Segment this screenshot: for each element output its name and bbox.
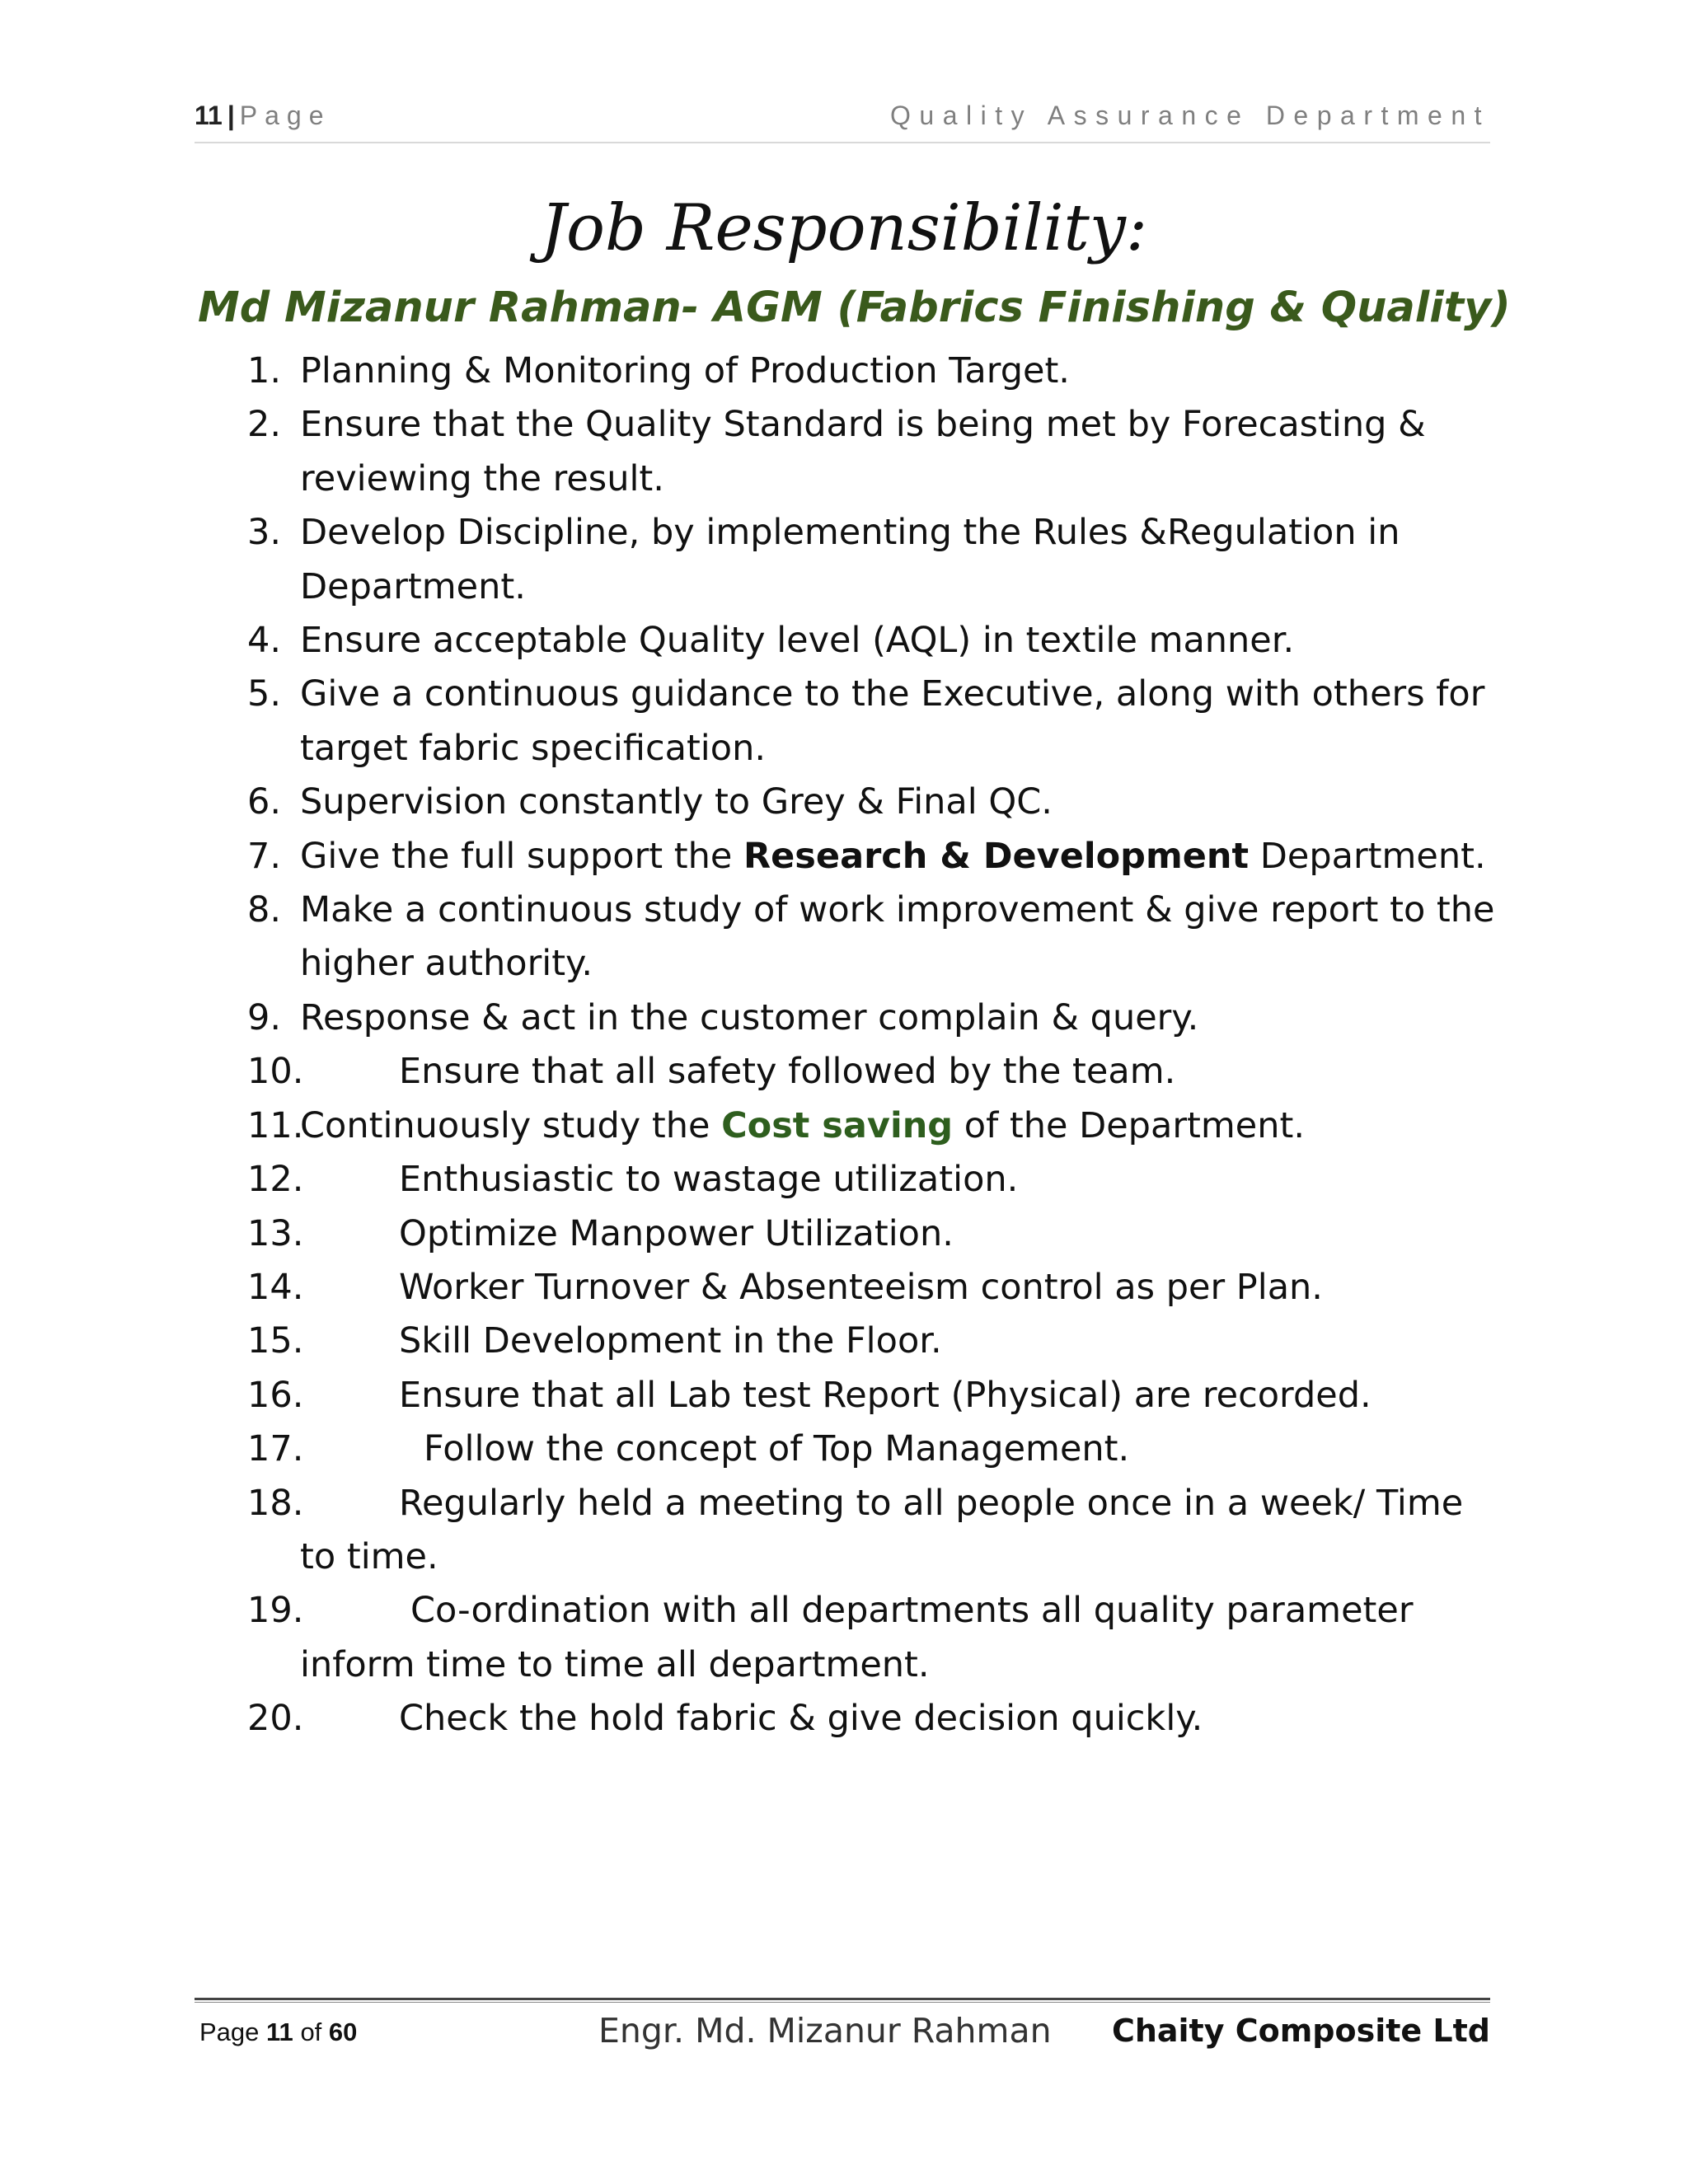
list-item [247, 668, 1500, 776]
item-number: 19. [247, 1590, 304, 1632]
item-number: 15. [247, 1320, 304, 1362]
footer-author: Engr. Md. Mizanur Rahman [598, 2011, 1052, 2050]
item-number: 13. [247, 1212, 304, 1254]
list-item [247, 1099, 1500, 1153]
item-text-pre: Continuously study the [300, 1104, 722, 1146]
header-separator: | [227, 101, 235, 130]
item-text-continued: to time. [300, 1535, 438, 1577]
item-text-post: Department. [1249, 835, 1486, 877]
item-number: 5. [247, 673, 282, 715]
list-item [247, 1369, 1500, 1422]
footer-divider-thin [195, 2002, 1490, 2003]
header-department: Quality Assurance Department [890, 101, 1490, 130]
footer-current-page: 11 [266, 2018, 293, 2046]
header-page-word: Page [239, 101, 331, 130]
item-number: 2. [247, 404, 282, 446]
item-number: 11. [247, 1104, 304, 1146]
header-page-num-value: 11 [195, 101, 223, 130]
item-text: Ensure acceptable Quality level (AQL) in textile manner. [300, 620, 1295, 662]
list-item [247, 883, 1500, 991]
responsibility-list [247, 344, 1500, 1746]
list-item [247, 1692, 1500, 1746]
item-number: 7. [247, 835, 282, 877]
item-number: 8. [247, 889, 282, 931]
item-number: 1. [247, 350, 282, 391]
item-number: 4. [247, 620, 282, 662]
item-number: 16. [247, 1374, 304, 1416]
footer-total-pages: 60 [328, 2018, 358, 2046]
item-text: Co-ordination with all departments all quality parameter [410, 1590, 1414, 1632]
list-item [247, 1315, 1500, 1368]
item-number: 14. [247, 1266, 304, 1308]
footer-of-label: of [300, 2018, 322, 2046]
item-text: Regularly held a meeting to all people once in a week/ Time [399, 1482, 1464, 1524]
list-item [247, 1207, 1500, 1261]
item-text-pre: Give the full support the [300, 835, 744, 877]
list-item [247, 1477, 1500, 1585]
item-text: Optimize Manpower Utilization. [399, 1212, 954, 1254]
item-text-post: of the Department. [953, 1104, 1305, 1146]
list-item [247, 1153, 1500, 1207]
list-item [247, 830, 1500, 883]
item-number: 17. [247, 1428, 304, 1470]
item-text: Make a continuous study of work improvement & give report to the higher authority. [300, 889, 1495, 985]
item-number: 9. [247, 996, 282, 1038]
footer-page-count [199, 2018, 357, 2047]
item-text: Ensure that all Lab test Report (Physical) are recorded. [399, 1374, 1372, 1416]
page-title: Job Responsibility: [540, 191, 1148, 265]
list-item [247, 1422, 1500, 1476]
item-text: Give a continuous guidance to the Executive, along with others for target fabric specification. [300, 673, 1485, 769]
footer-page-label: Page [199, 2018, 260, 2046]
item-number: 12. [247, 1159, 304, 1201]
item-emphasis: Cost saving [721, 1104, 954, 1146]
item-text: Ensure that the Quality Standard is being met by Forecasting & reviewing the result. [300, 404, 1426, 499]
list-item [247, 344, 1500, 398]
header-page-number [195, 101, 331, 131]
list-item [247, 991, 1500, 1045]
page-header [195, 101, 1490, 143]
page-footer [195, 2011, 1490, 2060]
item-text: Check the hold fabric & give decision quickly. [399, 1698, 1203, 1740]
item-number: 20. [247, 1698, 304, 1740]
item-emphasis: Research & Development [743, 835, 1250, 877]
item-number: 10. [247, 1051, 304, 1093]
item-number: 6. [247, 781, 282, 823]
list-item [247, 398, 1500, 506]
item-text: Supervision constantly to Grey & Final QC. [300, 781, 1053, 823]
footer-divider [195, 1998, 1490, 2000]
item-text: Planning & Monitoring of Production Target. [300, 350, 1070, 391]
item-text-continued: inform time to time all department. [300, 1643, 930, 1685]
item-text: Skill Development in the Floor. [399, 1320, 942, 1362]
list-item [247, 1261, 1500, 1315]
item-text: Enthusiastic to wastage utilization. [399, 1159, 1019, 1201]
item-text: Worker Turnover & Absenteeism control as per Plan. [399, 1266, 1323, 1308]
person-role-heading: Md Mizanur Rahman- AGM (Fabrics Finishing & Quality) [198, 284, 1511, 332]
item-text: Follow the concept of Top Management. [424, 1428, 1130, 1470]
item-number: 3. [247, 512, 282, 554]
list-item [247, 1584, 1500, 1692]
item-text: Develop Discipline, by implementing the Rules &Regulation in Department. [300, 512, 1400, 607]
footer-company: Chaity Composite Ltd [1111, 2013, 1490, 2049]
item-text: Response & act in the customer complain & query. [300, 996, 1199, 1038]
item-text: Ensure that all safety followed by the team. [399, 1051, 1176, 1093]
item-number: 18. [247, 1482, 304, 1524]
list-item [247, 776, 1500, 829]
list-item [247, 506, 1500, 614]
list-item [247, 1045, 1500, 1099]
list-item [247, 614, 1500, 668]
